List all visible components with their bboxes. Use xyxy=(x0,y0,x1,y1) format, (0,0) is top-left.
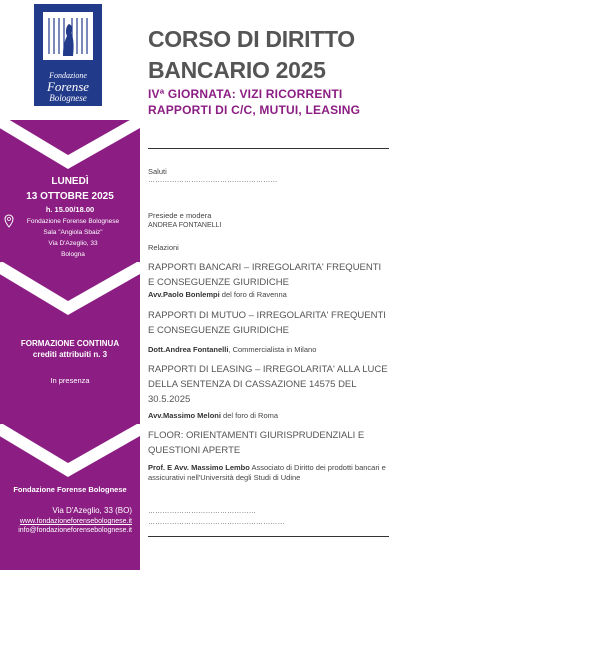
talk-title-3: RAPPORTI DI LEASING – IRREGOLARITA' ALLA LUCE DELLA SENTENZA DI CASSAZIONE 14575 DEL 30.5.2025 xyxy=(148,364,388,405)
event-date: 13 OTTOBRE 2025 xyxy=(26,191,114,202)
training-info xyxy=(0,338,140,360)
talk-speaker-2 xyxy=(148,345,390,355)
page-subtitle xyxy=(148,86,390,118)
speaker-affiliation-3: del foro di Roma xyxy=(220,411,279,420)
venue-room: Sala "Angiola Sbaiz" xyxy=(43,229,103,236)
logo-text-forense: Forense xyxy=(46,79,90,94)
logo-text-bolognese: Bolognese xyxy=(49,93,87,103)
event-time: h. 15.00/18.00 xyxy=(45,205,95,214)
speaker-name-1: Avv.Paolo Bonlempi xyxy=(148,290,220,299)
book-statue-icon xyxy=(41,10,95,62)
venue-street: Via D'Azeglio, 33 xyxy=(48,240,98,247)
event-day: LUNEDÌ xyxy=(51,176,89,187)
speaker-name-4: Prof. E Avv. Massimo Lembo xyxy=(148,463,250,472)
organizer-contacts xyxy=(6,506,132,535)
talk-speaker-3 xyxy=(148,411,390,421)
speaker-name-3: Avv.Massimo Meloni xyxy=(148,411,221,420)
venue-city: Bologna xyxy=(61,251,85,258)
chevron-decoration-top xyxy=(0,118,140,170)
page-title xyxy=(148,24,390,86)
divider-top xyxy=(148,148,389,149)
saluti-dots: ……………………………………………… xyxy=(148,177,278,184)
subtitle-line-2: RAPPORTI DI C/C, MUTUI, LEASING xyxy=(148,103,361,117)
website-link[interactable]: www.fondazioneforensebolognese.it xyxy=(19,518,132,525)
talk-speaker-4 xyxy=(148,463,390,483)
speaker-affiliation-4: Associato di Diritto dei prodotti bancari e assicurativi nell'Università degli Studi di Udine xyxy=(148,463,386,482)
closing-dots-1: ……………………………………… xyxy=(148,508,256,515)
organizer-name: Fondazione Forense Bolognese xyxy=(13,485,127,494)
title-line-1: CORSO DI DIRITTO xyxy=(148,26,355,52)
talk-title-2: RAPPORTI DI MUTUO – IRREGOLARITA' FREQUENTI E CONSEGUENZE GIURIDICHE xyxy=(148,310,386,336)
presiede-name: ANDREA FONTANELLI xyxy=(148,222,222,229)
speaker-name-2: Dott.Andrea Fontanelli xyxy=(148,345,229,354)
event-venue xyxy=(10,216,136,260)
talk-title-4: FLOOR: ORIENTAMENTI GIURISPRUDENZIALI E QUESTIONI APERTE xyxy=(148,430,365,456)
training-credits: crediti attribuiti n. 3 xyxy=(32,350,108,359)
logo xyxy=(34,4,102,106)
organizer-address: Via D'Azeglio, 33 (BO) xyxy=(52,506,132,515)
saluti-label: Saluti xyxy=(148,167,167,176)
chevron-decoration-middle xyxy=(0,262,140,318)
title-line-2: BANCARIO 2025 xyxy=(148,57,326,83)
speaker-affiliation-1: del foro di Ravenna xyxy=(219,290,287,299)
talk-title-1: RAPPORTI BANCARI – IRREGOLARITA' FREQUENTI E CONSEGUENZE GIURIDICHE xyxy=(148,262,382,288)
subtitle-line-1: IVª GIORNATA: VIZI RICORRENTI xyxy=(148,87,343,101)
presiede-label: Presiede e modera xyxy=(148,211,212,220)
chevron-decoration-bottom xyxy=(0,424,140,480)
relazioni-label: Relazioni xyxy=(148,243,179,252)
attendance-mode: In presenza xyxy=(50,376,90,385)
divider-bottom xyxy=(148,536,389,537)
talk-speaker-1 xyxy=(148,290,390,300)
training-title: FORMAZIONE CONTINUA xyxy=(20,339,120,348)
closing-dots-2: ………………………………………………… xyxy=(148,519,285,526)
venue-name: Fondazione Forense Bolognese xyxy=(26,218,120,225)
speaker-affiliation-2: , Commercialista in Milano xyxy=(228,345,317,354)
logo-text-fondazione: Fondazione xyxy=(49,71,87,80)
email-link[interactable]: info@fondazioneforensebolognese.it xyxy=(18,527,132,534)
